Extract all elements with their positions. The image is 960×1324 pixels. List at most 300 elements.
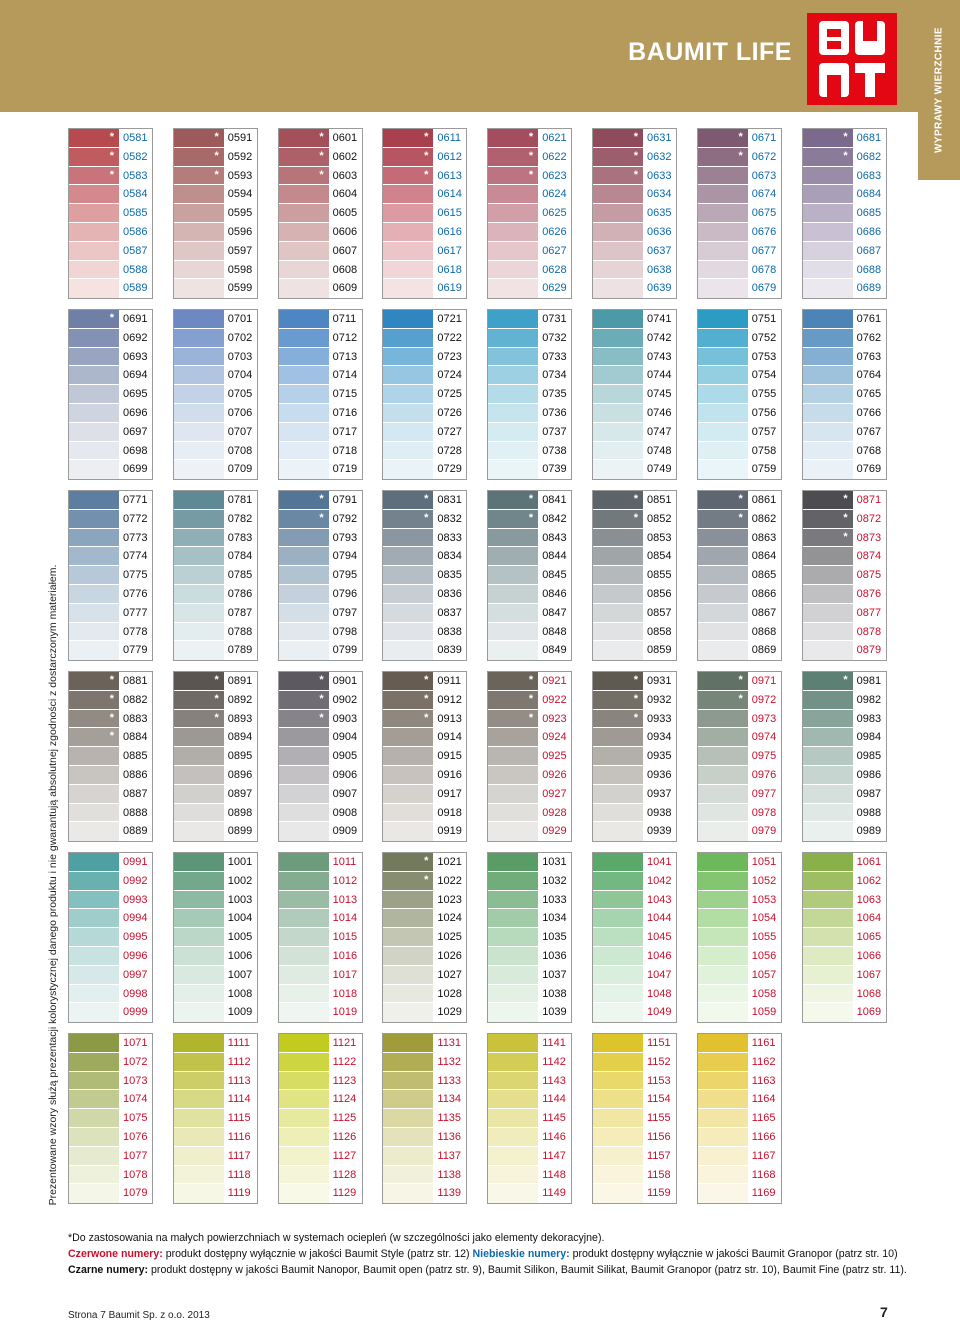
color-code: 1118 bbox=[227, 1168, 251, 1181]
color-code: 1009 bbox=[227, 1006, 253, 1019]
asterisk-marker: * bbox=[633, 131, 638, 143]
color-swatch-row bbox=[593, 1184, 676, 1203]
color-swatch-row bbox=[383, 604, 466, 623]
color-code: 1076 bbox=[123, 1130, 148, 1143]
color-code: 0756 bbox=[751, 406, 777, 419]
color-code: 0985 bbox=[856, 750, 882, 763]
color-code: 1143 bbox=[542, 1074, 566, 1087]
color-code: 1045 bbox=[647, 931, 672, 944]
color-code: 0928 bbox=[542, 806, 567, 819]
color-swatch-row bbox=[279, 1090, 362, 1109]
color-code: 0798 bbox=[332, 625, 358, 638]
color-chip bbox=[698, 129, 748, 147]
swatch-column bbox=[487, 490, 572, 661]
color-swatch-row bbox=[803, 366, 886, 385]
color-chip bbox=[69, 623, 119, 641]
color-code: 0734 bbox=[542, 369, 567, 382]
color-swatch-row bbox=[279, 310, 362, 329]
asterisk-marker: * bbox=[528, 674, 534, 686]
color-code: 0792 bbox=[332, 512, 358, 525]
color-code: 0692 bbox=[123, 331, 148, 344]
color-swatch-row bbox=[383, 1184, 466, 1203]
color-swatch-row bbox=[279, 822, 362, 841]
asterisk-marker: * bbox=[319, 674, 324, 686]
color-swatch-row bbox=[69, 1003, 152, 1022]
color-swatch-row bbox=[69, 822, 152, 841]
color-swatch-row bbox=[279, 1184, 362, 1203]
color-chip bbox=[279, 491, 329, 509]
color-swatch-row bbox=[593, 566, 676, 585]
color-swatch-row bbox=[174, 672, 257, 691]
color-chip bbox=[174, 623, 224, 641]
color-code: 0905 bbox=[332, 750, 358, 763]
color-code: 1015 bbox=[332, 931, 358, 944]
color-code: 1044 bbox=[647, 912, 672, 925]
color-chip bbox=[69, 928, 119, 946]
color-chip bbox=[803, 853, 853, 871]
color-swatch-row bbox=[488, 1147, 571, 1166]
color-swatch-row bbox=[488, 1109, 571, 1128]
color-swatch-row bbox=[698, 822, 781, 841]
color-chip bbox=[383, 566, 433, 584]
color-chip bbox=[698, 672, 748, 690]
color-code: 1149 bbox=[542, 1187, 566, 1200]
color-chip bbox=[279, 872, 329, 890]
color-code: 0857 bbox=[647, 606, 672, 619]
color-chip bbox=[279, 404, 329, 422]
color-chip bbox=[698, 766, 748, 784]
color-code: 0694 bbox=[123, 369, 148, 382]
color-swatch-row bbox=[383, 1053, 466, 1072]
color-chip bbox=[174, 1147, 224, 1165]
color-chip bbox=[698, 872, 748, 890]
color-chip bbox=[279, 853, 329, 871]
color-chip bbox=[488, 148, 538, 166]
color-chip bbox=[383, 1090, 433, 1108]
color-swatch-row bbox=[803, 909, 886, 928]
asterisk-marker: * bbox=[319, 149, 324, 162]
color-code: 0775 bbox=[123, 569, 148, 582]
color-swatch-row bbox=[174, 442, 257, 461]
color-swatch-row bbox=[279, 1003, 362, 1022]
color-chip bbox=[279, 385, 329, 403]
color-chip bbox=[174, 366, 224, 384]
color-code: 0687 bbox=[856, 244, 882, 257]
color-chip bbox=[698, 641, 748, 660]
color-chip bbox=[383, 204, 433, 222]
swatch-column bbox=[697, 1033, 782, 1204]
color-chip bbox=[279, 672, 329, 690]
color-chip bbox=[593, 1184, 643, 1203]
color-swatch-row bbox=[593, 460, 676, 479]
color-swatch-row bbox=[383, 985, 466, 1004]
color-code: 1069 bbox=[856, 1006, 882, 1019]
color-code: 0771 bbox=[123, 494, 148, 506]
color-chip bbox=[174, 204, 224, 222]
color-swatch-row bbox=[698, 204, 781, 223]
color-swatch-row bbox=[593, 623, 676, 642]
color-chip bbox=[488, 223, 538, 241]
color-chip bbox=[69, 1053, 119, 1071]
color-chip bbox=[593, 423, 643, 441]
color-code: 0604 bbox=[332, 188, 358, 201]
color-code: 0998 bbox=[123, 987, 148, 1000]
color-chip bbox=[593, 204, 643, 222]
asterisk-marker: * bbox=[424, 131, 429, 143]
color-code: 0793 bbox=[332, 531, 358, 544]
color-chip bbox=[488, 785, 538, 803]
color-chip bbox=[69, 547, 119, 565]
color-swatch-row bbox=[803, 310, 886, 329]
color-code: 0763 bbox=[856, 350, 882, 363]
color-swatch-row bbox=[488, 1128, 571, 1147]
color-chip bbox=[593, 947, 643, 965]
color-swatch-row bbox=[698, 1109, 781, 1128]
color-chip bbox=[488, 909, 538, 927]
color-swatch-row bbox=[488, 223, 571, 242]
color-swatch-row bbox=[174, 1166, 257, 1185]
color-code: 0833 bbox=[437, 531, 462, 544]
color-code: 0583 bbox=[123, 169, 148, 182]
color-swatch-row bbox=[488, 442, 571, 461]
color-swatch-row bbox=[279, 366, 362, 385]
color-code: 0915 bbox=[437, 750, 462, 763]
color-chip bbox=[69, 460, 119, 479]
color-swatch-row bbox=[383, 891, 466, 910]
color-swatch-row bbox=[803, 510, 886, 529]
color-code: 0588 bbox=[123, 263, 148, 276]
color-swatch-row bbox=[279, 891, 362, 910]
color-chip bbox=[174, 385, 224, 403]
color-code: 0715 bbox=[332, 388, 358, 401]
color-code: 1006 bbox=[227, 949, 253, 962]
color-chip bbox=[593, 966, 643, 984]
color-chip bbox=[174, 566, 224, 584]
color-chip bbox=[69, 853, 119, 871]
color-swatch-row bbox=[698, 423, 781, 442]
color-chip bbox=[383, 766, 433, 784]
asterisk-marker: * bbox=[843, 131, 848, 143]
color-swatch-row bbox=[698, 242, 781, 261]
color-code: 0878 bbox=[856, 625, 882, 638]
color-chip bbox=[69, 529, 119, 547]
color-code: 0688 bbox=[856, 263, 882, 276]
color-swatch-row bbox=[803, 672, 886, 691]
color-chip bbox=[593, 1003, 643, 1022]
color-chip bbox=[488, 1072, 538, 1090]
color-swatch-row bbox=[279, 785, 362, 804]
color-chip bbox=[69, 329, 119, 347]
asterisk-marker: * bbox=[319, 711, 324, 724]
color-chip bbox=[698, 947, 748, 965]
color-chip bbox=[593, 404, 643, 422]
color-chip bbox=[698, 728, 748, 746]
color-chip bbox=[488, 747, 538, 765]
color-swatch-row bbox=[488, 1034, 571, 1053]
color-swatch-row bbox=[383, 279, 466, 298]
asterisk-marker: * bbox=[738, 493, 743, 505]
color-code: 1115 bbox=[227, 1112, 251, 1125]
color-swatch-row bbox=[803, 185, 886, 204]
color-swatch-row bbox=[383, 872, 466, 891]
color-code: 0982 bbox=[856, 693, 882, 706]
color-swatch-row bbox=[279, 1034, 362, 1053]
color-chip bbox=[174, 310, 224, 328]
color-swatch-row bbox=[593, 167, 676, 186]
color-swatch-row bbox=[803, 566, 886, 585]
color-swatch-row bbox=[593, 672, 676, 691]
swatch-column bbox=[697, 490, 782, 661]
color-chip bbox=[279, 366, 329, 384]
color-swatch-row bbox=[279, 261, 362, 280]
color-swatch-row bbox=[383, 129, 466, 148]
color-swatch-row bbox=[174, 529, 257, 548]
color-swatch-row bbox=[174, 1053, 257, 1072]
color-code: 0683 bbox=[856, 169, 882, 182]
color-swatch-row bbox=[69, 1128, 152, 1147]
color-chip bbox=[488, 623, 538, 641]
color-code: 0918 bbox=[437, 806, 462, 819]
color-swatch-row bbox=[279, 585, 362, 604]
color-code: 0612 bbox=[437, 150, 462, 163]
color-code: 1155 bbox=[647, 1112, 671, 1125]
color-swatch-row bbox=[69, 529, 152, 548]
color-swatch-row bbox=[279, 1147, 362, 1166]
color-swatch-row bbox=[488, 710, 571, 729]
color-chip bbox=[593, 529, 643, 547]
color-chip bbox=[174, 1109, 224, 1127]
color-chip bbox=[698, 510, 748, 528]
color-code: 0603 bbox=[332, 169, 358, 182]
color-code: 0909 bbox=[332, 825, 358, 838]
asterisk-marker: * bbox=[738, 131, 743, 143]
color-code: 1047 bbox=[647, 968, 672, 981]
color-chip bbox=[174, 822, 224, 841]
color-chip bbox=[593, 1053, 643, 1071]
color-code: 0637 bbox=[647, 244, 672, 257]
color-code: 0934 bbox=[647, 731, 672, 744]
color-swatch-row bbox=[803, 747, 886, 766]
color-swatch-row bbox=[488, 566, 571, 585]
color-chip bbox=[383, 909, 433, 927]
swatch-column bbox=[592, 128, 677, 299]
color-chip bbox=[279, 766, 329, 784]
swatch-column bbox=[487, 852, 572, 1023]
color-code: 1167 bbox=[751, 1149, 776, 1162]
color-code: 0891 bbox=[227, 675, 253, 687]
color-swatch-row bbox=[174, 148, 257, 167]
color-code: 0618 bbox=[437, 263, 462, 276]
color-chip bbox=[698, 204, 748, 222]
color-swatch-row bbox=[174, 167, 257, 186]
color-chip bbox=[279, 566, 329, 584]
color-chip bbox=[698, 348, 748, 366]
color-swatch-row bbox=[174, 1184, 257, 1203]
red-numbers-label: Czerwone numery: bbox=[68, 1248, 163, 1260]
color-swatch-row bbox=[803, 604, 886, 623]
color-code: 1013 bbox=[332, 893, 358, 906]
color-chip bbox=[383, 623, 433, 641]
color-chip bbox=[488, 279, 538, 298]
color-swatch-row bbox=[69, 604, 152, 623]
color-code: 1002 bbox=[227, 874, 253, 887]
color-code: 0836 bbox=[437, 587, 462, 600]
color-code: 0776 bbox=[123, 587, 148, 600]
color-swatch-row bbox=[69, 185, 152, 204]
color-swatch-row bbox=[593, 1053, 676, 1072]
color-swatch-row bbox=[593, 310, 676, 329]
color-code: 0767 bbox=[856, 425, 882, 438]
swatch-column bbox=[592, 671, 677, 842]
color-chip bbox=[698, 1003, 748, 1022]
color-chip bbox=[279, 822, 329, 841]
color-swatch-row bbox=[593, 529, 676, 548]
color-chip bbox=[488, 853, 538, 871]
color-swatch-row bbox=[174, 947, 257, 966]
color-swatch-row bbox=[69, 404, 152, 423]
color-swatch-row bbox=[488, 822, 571, 841]
color-swatch-row bbox=[383, 822, 466, 841]
color-chip bbox=[383, 167, 433, 185]
swatch-column bbox=[278, 128, 363, 299]
color-code: 1123 bbox=[332, 1074, 357, 1087]
color-chip bbox=[803, 928, 853, 946]
color-chip bbox=[279, 641, 329, 660]
color-chip bbox=[279, 129, 329, 147]
color-code: 0704 bbox=[227, 369, 253, 382]
color-code: 0631 bbox=[647, 132, 672, 144]
color-swatch-row bbox=[698, 728, 781, 747]
asterisk-marker: * bbox=[424, 873, 429, 886]
color-swatch-row bbox=[174, 1003, 257, 1022]
color-chip bbox=[698, 1090, 748, 1108]
color-swatch-row bbox=[383, 1034, 466, 1053]
color-code: 1041 bbox=[647, 856, 672, 868]
color-swatch-row bbox=[69, 1166, 152, 1185]
page-number: 7 bbox=[880, 1304, 888, 1320]
color-code: 0741 bbox=[647, 313, 672, 325]
color-swatch-row bbox=[488, 747, 571, 766]
asterisk-marker: * bbox=[109, 168, 114, 181]
swatch-column bbox=[382, 309, 467, 480]
baumit-logo bbox=[807, 13, 897, 105]
color-code: 0782 bbox=[227, 512, 253, 525]
color-code: 0671 bbox=[751, 132, 777, 144]
color-swatch-row bbox=[279, 404, 362, 423]
color-swatch-row bbox=[488, 348, 571, 367]
asterisk-marker: * bbox=[528, 131, 534, 143]
asterisk-marker: * bbox=[319, 131, 324, 143]
color-swatch-row bbox=[488, 310, 571, 329]
color-swatch-row bbox=[69, 891, 152, 910]
color-swatch-row bbox=[593, 129, 676, 148]
color-chip bbox=[593, 641, 643, 660]
color-swatch-row bbox=[593, 891, 676, 910]
asterisk-marker: * bbox=[424, 692, 429, 705]
color-code: 1154 bbox=[647, 1093, 671, 1106]
color-swatch-row bbox=[488, 510, 571, 529]
color-swatch-row bbox=[803, 985, 886, 1004]
color-swatch-row bbox=[383, 223, 466, 242]
color-chip bbox=[698, 148, 748, 166]
swatch-column bbox=[802, 490, 887, 661]
color-code: 1077 bbox=[123, 1149, 148, 1162]
color-chip bbox=[174, 261, 224, 279]
color-chip bbox=[279, 547, 329, 565]
swatch-column bbox=[278, 1033, 363, 1204]
color-swatch-row bbox=[698, 129, 781, 148]
color-chip bbox=[174, 853, 224, 871]
color-code: 0596 bbox=[227, 225, 253, 238]
color-swatch-grid bbox=[68, 128, 888, 1203]
color-code: 0761 bbox=[856, 313, 882, 325]
color-swatch-row bbox=[698, 385, 781, 404]
color-chip bbox=[803, 822, 853, 841]
color-code: 0721 bbox=[437, 313, 462, 325]
color-code: 0866 bbox=[751, 587, 777, 600]
color-swatch-row bbox=[488, 460, 571, 479]
color-swatch-row bbox=[803, 928, 886, 947]
color-chip bbox=[279, 529, 329, 547]
color-swatch-row bbox=[279, 623, 362, 642]
color-code: 0695 bbox=[123, 388, 148, 401]
color-code: 0981 bbox=[856, 675, 882, 687]
color-code: 0778 bbox=[123, 625, 148, 638]
color-swatch-row bbox=[69, 261, 152, 280]
color-swatch-row bbox=[488, 623, 571, 642]
color-swatch-row bbox=[698, 223, 781, 242]
color-code: 0799 bbox=[332, 644, 358, 657]
color-chip bbox=[383, 1053, 433, 1071]
color-chip bbox=[383, 1109, 433, 1127]
color-chip bbox=[69, 672, 119, 690]
color-code: 1146 bbox=[542, 1130, 566, 1143]
swatch-column bbox=[592, 1033, 677, 1204]
color-code: 0678 bbox=[751, 263, 777, 276]
color-code: 0908 bbox=[332, 806, 358, 819]
color-code: 0735 bbox=[542, 388, 567, 401]
color-swatch-row bbox=[383, 366, 466, 385]
color-code: 0859 bbox=[647, 644, 672, 657]
color-swatch-row bbox=[174, 366, 257, 385]
color-chip bbox=[593, 804, 643, 822]
color-code: 0731 bbox=[542, 313, 567, 325]
color-code: 0638 bbox=[647, 263, 672, 276]
color-code: 0726 bbox=[437, 406, 462, 419]
color-swatch-row bbox=[488, 329, 571, 348]
color-code: 0598 bbox=[227, 263, 253, 276]
color-chip bbox=[593, 129, 643, 147]
color-chip bbox=[383, 691, 433, 709]
color-code: 0784 bbox=[227, 550, 253, 563]
color-chip bbox=[488, 585, 538, 603]
color-code: 0834 bbox=[437, 550, 462, 563]
asterisk-marker: * bbox=[528, 511, 534, 524]
color-code: 0614 bbox=[437, 188, 462, 201]
color-swatch-row bbox=[69, 223, 152, 242]
color-swatch-row bbox=[488, 1053, 571, 1072]
color-chip bbox=[593, 710, 643, 728]
color-code: 0611 bbox=[437, 132, 462, 144]
color-chip bbox=[488, 947, 538, 965]
color-code: 0842 bbox=[542, 512, 567, 525]
color-chip bbox=[488, 329, 538, 347]
color-code: 0837 bbox=[437, 606, 462, 619]
color-swatch-row bbox=[279, 1053, 362, 1072]
color-chip bbox=[698, 1184, 748, 1203]
color-code: 0841 bbox=[542, 494, 567, 506]
color-code: 1126 bbox=[332, 1130, 357, 1143]
